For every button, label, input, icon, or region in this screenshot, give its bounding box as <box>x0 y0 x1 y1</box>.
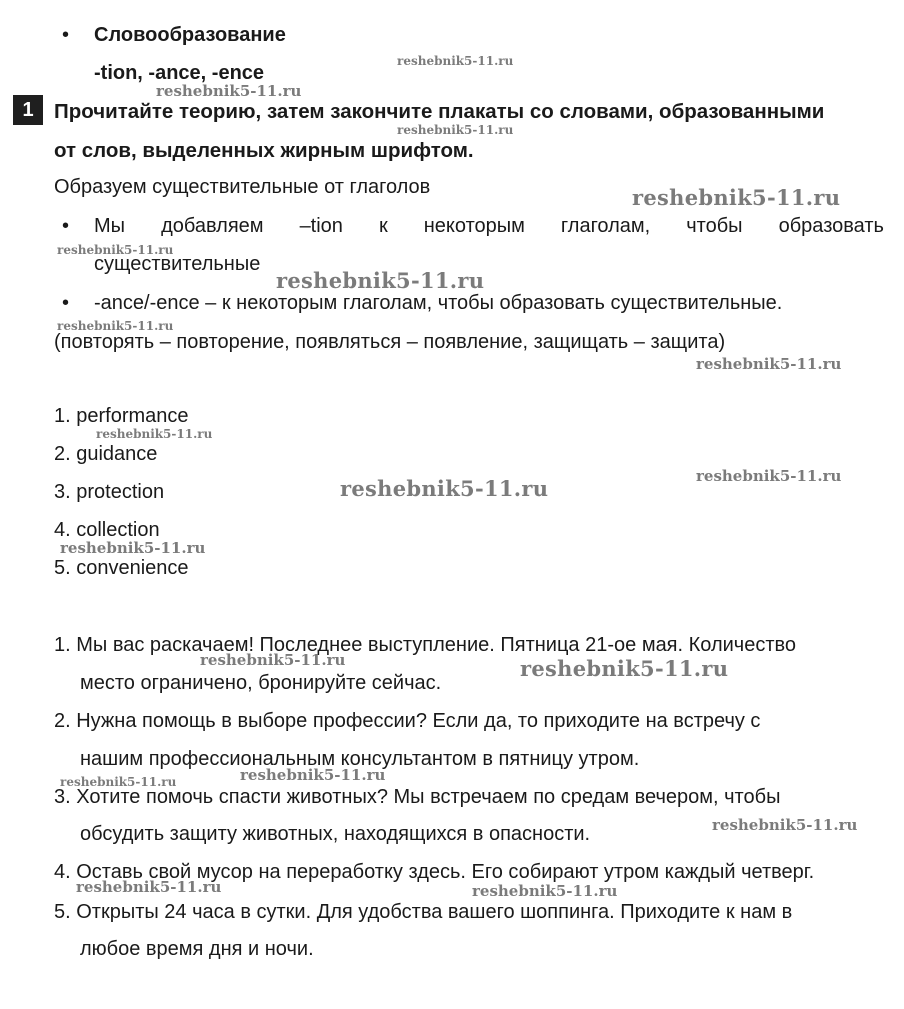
watermark: reshebnik5-11.ru <box>632 185 841 210</box>
theory-word: –tion <box>299 215 343 237</box>
bullet-icon: • <box>62 24 70 46</box>
section-suffixes: -tion, -ance, -ence <box>94 62 265 84</box>
watermark: reshebnik5-11.ru <box>472 882 618 900</box>
exercise-instruction-line2: от слов, выделенных жирным шрифтом. <box>54 139 474 162</box>
answer-item: 4. collection <box>54 519 160 541</box>
watermark: reshebnik5-11.ru <box>240 766 386 784</box>
theory-word: к <box>378 215 388 237</box>
theory-examples: (повторять – повторение, появляться – появление, защищать – защита) <box>54 331 726 353</box>
answer-item: 2. guidance <box>54 443 158 465</box>
watermark: reshebnik5-11.ru <box>76 878 222 896</box>
theory-word: Мы <box>94 215 126 237</box>
bullet-icon: • <box>62 292 70 314</box>
translation-5-line2: любое время дня и ночи. <box>80 938 314 960</box>
exercise-instruction-line1: Прочитайте теорию, затем закончите плакаты со словами, образованными <box>54 100 825 123</box>
theory-word: некоторым <box>423 215 525 237</box>
theory-bullet1-line1 <box>94 215 884 238</box>
watermark: reshebnik5-11.ru <box>397 123 514 137</box>
translation-2-line1: 2. Нужна помощь в выборе профессии? Если да, то приходите на встречу с <box>54 710 761 732</box>
translation-3-line2: обсудить защиту животных, находящихся в опасности. <box>80 823 591 845</box>
watermark: reshebnik5-11.ru <box>520 656 729 681</box>
watermark: reshebnik5-11.ru <box>156 82 302 100</box>
bullet-icon: • <box>62 215 70 237</box>
answer-item: 3. protection <box>54 481 165 503</box>
watermark: reshebnik5-11.ru <box>712 816 858 834</box>
answer-item: 5. convenience <box>54 557 189 579</box>
translation-2-line2: нашим профессиональным консультантом в пятницу утром. <box>80 748 640 770</box>
translation-1-line1: 1. Мы вас раскачаем! Последнее выступление. Пятница 21-ое мая. Количество <box>54 634 797 656</box>
exercise-number-badge: 1 <box>13 95 43 125</box>
theory-word: образовать <box>778 215 884 237</box>
translation-4-line1: 4. Оставь свой мусор на переработку здесь. Его собирают утром каждый четверг. <box>54 861 815 883</box>
watermark: reshebnik5-11.ru <box>57 243 174 257</box>
watermark: reshebnik5-11.ru <box>276 268 485 293</box>
section-title: Словообразование <box>94 24 286 46</box>
watermark: reshebnik5-11.ru <box>57 319 174 333</box>
watermark: reshebnik5-11.ru <box>340 476 549 501</box>
watermark: reshebnik5-11.ru <box>60 539 206 557</box>
translation-3-line1: 3. Хотите помочь спасти животных? Мы встречаем по средам вечером, чтобы <box>54 786 781 808</box>
watermark: reshebnik5-11.ru <box>696 467 842 485</box>
answer-item: 1. performance <box>54 405 189 427</box>
theory-bullet2: -ance/-ence – к некоторым глаголам, чтобы образовать существительные. <box>94 292 783 314</box>
theory-heading: Образуем существительные от глаголов <box>54 176 431 198</box>
translation-5-line1: 5. Открыты 24 часа в сутки. Для удобства вашего шоппинга. Приходите к нам в <box>54 901 793 923</box>
theory-bullet1-line2: существительные <box>94 253 261 275</box>
theory-word: чтобы <box>686 215 743 237</box>
theory-word: глаголам, <box>560 215 651 237</box>
watermark: reshebnik5-11.ru <box>397 54 514 68</box>
translation-1-line2: место ограничено, бронируйте сейчас. <box>80 672 442 694</box>
watermark: reshebnik5-11.ru <box>200 651 346 669</box>
watermark: reshebnik5-11.ru <box>60 775 177 789</box>
theory-word: добавляем <box>161 215 264 237</box>
watermark: reshebnik5-11.ru <box>96 427 213 441</box>
watermark: reshebnik5-11.ru <box>696 355 842 373</box>
